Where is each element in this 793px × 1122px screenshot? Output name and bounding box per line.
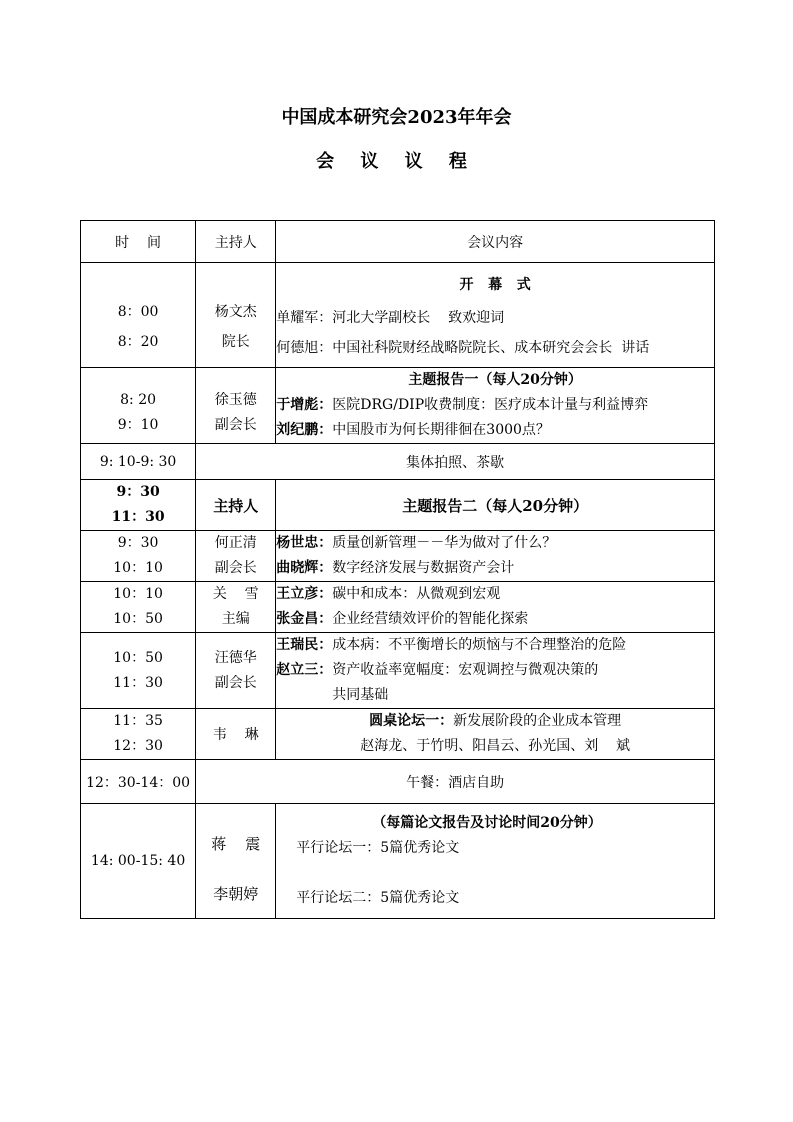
host-name: 李朝婷 [213, 884, 259, 903]
host-cell [196, 368, 276, 444]
speaker-name: 杨世忠： [276, 535, 333, 551]
table-row [81, 368, 715, 444]
table-row [81, 263, 715, 368]
table-header-row [81, 221, 715, 263]
time-start: 10：50 [113, 649, 163, 666]
panelists: 赵海龙、于竹明、阳昌云、孙光国、刘 斌 [360, 738, 631, 754]
talk-title-continued: 共同基础 [332, 687, 389, 703]
session-heading: （每篇论文报告及讨论时间20分钟） [372, 815, 602, 831]
host-title: 院长 [221, 334, 250, 350]
forum-line: 平行论坛一：5篇优秀论文 [296, 840, 460, 856]
host-cell [196, 263, 276, 368]
talk-title: 碳中和成本：从微观到宏观 [332, 586, 501, 602]
content-cell [276, 531, 715, 582]
time-start: 10：10 [113, 586, 163, 602]
host-cell [196, 633, 276, 709]
header-host: 主持人 [196, 221, 276, 263]
table-row [81, 582, 715, 633]
speaker-line: 何德旭：中国社科院财经战略院院长、成本研究会会长 讲话 [276, 340, 650, 356]
talk-title: 资产收益率宽幅度：宏观调控与微观决策的 [332, 662, 599, 678]
time-end: 8：20 [117, 334, 159, 350]
forum-line: 平行论坛二：5篇优秀论文 [296, 890, 460, 906]
content-cell [276, 804, 715, 919]
host-cell [196, 804, 276, 919]
host-title: 副会长 [214, 560, 257, 576]
time-cell [81, 368, 196, 444]
time-end: 12：30 [113, 738, 163, 754]
content-cell [276, 709, 715, 760]
host-name: 何正清 [214, 535, 257, 551]
agenda-table [80, 220, 715, 919]
host-name: 徐玉德 [214, 391, 257, 408]
table-row [81, 480, 715, 531]
document-subtitle: 会 议 议 程 [316, 151, 477, 172]
speaker-name: 刘纪鹏： [276, 422, 333, 438]
document-title: 中国成本研究会2023年年会 [281, 107, 512, 128]
session-heading: 主题报告二（每人20分钟） [276, 480, 715, 531]
host-cell: 主持人 [196, 480, 276, 531]
content-cell [276, 368, 715, 444]
session-heading: 主题报告一（每人20分钟） [408, 372, 582, 388]
host-name: 蒋 震 [211, 834, 261, 853]
host-cell [196, 582, 276, 633]
host-title: 副会长 [214, 416, 257, 433]
time-cell [81, 633, 196, 709]
content-cell [276, 582, 715, 633]
header-content: 会议内容 [276, 221, 715, 263]
talk-title: 中国股市为何长期徘徊在3000点？ [332, 422, 550, 438]
speaker-name: 于增彪： [276, 397, 333, 413]
table-row [81, 444, 715, 480]
time-cell: 9: 10-9: 30 [81, 444, 196, 480]
talk-title: 成本病：不平衡增长的烦恼与不合理整治的危险 [332, 637, 627, 653]
time-end: 10：10 [113, 560, 163, 576]
content-cell: 午餐：酒店自助 [196, 760, 715, 804]
host-name: 关 雪 [212, 586, 259, 602]
time-start: 11：35 [113, 713, 163, 729]
time-cell [81, 709, 196, 760]
time-end: 9：10 [117, 416, 159, 433]
table-row [81, 709, 715, 760]
host-title: 副会长 [214, 674, 257, 691]
speaker-name: 王立彦： [276, 586, 333, 602]
time-cell [81, 531, 196, 582]
speaker-name: 赵立三： [276, 662, 333, 678]
speaker-name: 张金昌： [276, 611, 333, 627]
talk-title: 医院DRG/DIP收费制度：医疗成本计量与利益博弈 [332, 397, 649, 413]
content-cell [276, 263, 715, 368]
header-time: 时 间 [81, 221, 196, 263]
time-end: 10：50 [113, 611, 163, 627]
forum-name: 圆桌论坛一： [369, 713, 454, 729]
host-cell: 韦 琳 [196, 709, 276, 760]
time-start: 8: 20 [120, 391, 157, 408]
speaker-name: 曲晓辉： [276, 560, 333, 576]
time-cell [81, 582, 196, 633]
table-row [81, 633, 715, 709]
time-start: 9：30 [117, 535, 159, 551]
talk-title: 企业经营绩效评价的智能化探索 [332, 611, 529, 627]
time-cell [81, 263, 196, 368]
time-cell: 14: 00-15: 40 [81, 804, 196, 919]
table-row [81, 531, 715, 582]
content-cell [276, 633, 715, 709]
table-row [81, 760, 715, 804]
host-title: 主编 [221, 611, 250, 627]
talk-title: 质量创新管理－－华为做对了什么？ [332, 535, 557, 551]
time-start: 9：30 [116, 484, 160, 500]
session-heading: 开 幕 式 [459, 277, 531, 293]
content-cell: 集体拍照、茶歇 [196, 444, 715, 480]
table-row [81, 804, 715, 919]
speaker-name: 王瑞民： [276, 637, 333, 653]
time-cell [81, 480, 196, 531]
time-end: 11：30 [113, 674, 163, 691]
time-start: 8：00 [117, 304, 159, 320]
forum-topic: 新发展阶段的企业成本管理 [453, 713, 622, 729]
host-name: 杨文杰 [214, 304, 257, 320]
speaker-line: 单耀军：河北大学副校长 致欢迎词 [276, 310, 505, 326]
host-cell [196, 531, 276, 582]
host-name: 汪德华 [214, 649, 257, 666]
time-cell: 12：30-14：00 [81, 760, 196, 804]
talk-title: 数字经济发展与数据资产会计 [332, 560, 515, 576]
time-end: 11：30 [111, 509, 165, 525]
